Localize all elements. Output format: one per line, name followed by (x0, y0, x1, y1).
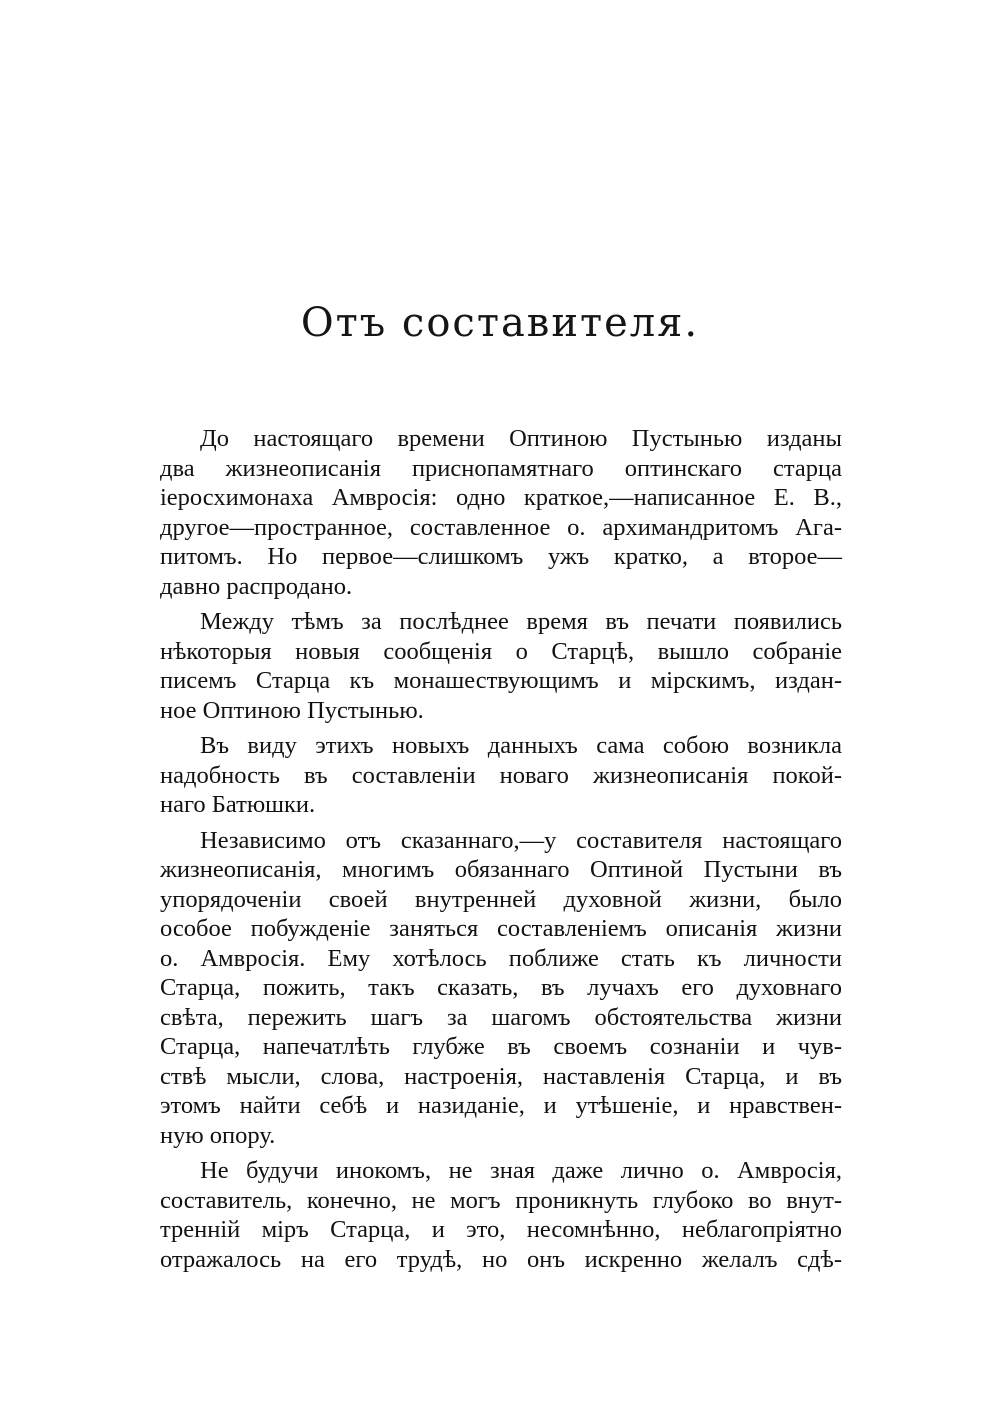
text-line: До настоящаго времени Оптиною Пустынью изданы (200, 425, 842, 452)
text-line: упорядоченіи своей внутренней духовной жизни, было (160, 885, 842, 913)
text-line: отражалось на его трудѣ, но онъ искренно желалъ сдѣ- (160, 1245, 842, 1273)
text-line: Между тѣмъ за послѣднее время въ печати появились (200, 608, 842, 635)
text-line: этомъ найти себѣ и назиданіе, и утѣшеніе, и нравствен- (160, 1092, 842, 1119)
text-line: составитель, конечно, не могъ проникнуть глубоко во внут- (160, 1186, 842, 1214)
text-line: Старца, напечатлѣть глубже въ своемъ сознаніи и чув- (160, 1033, 842, 1060)
text-line: писемъ Старца къ монашествующимъ и мірскимъ, издан- (160, 667, 842, 694)
paragraph (160, 607, 842, 725)
text-line: Старца, пожить, такъ сказать, въ лучахъ его духовнаго (160, 974, 842, 1001)
paragraph (160, 731, 842, 820)
text-line: нѣкоторыя новыя сообщенія о Старцѣ, вышло собраніе (160, 637, 842, 665)
text-line: свѣта, пережить шагъ за шагомъ обстоятельства жизни (160, 1003, 842, 1031)
text-line: давно распродано. (160, 572, 353, 600)
body-text (160, 424, 842, 1280)
text-line: ную опору. (160, 1121, 276, 1149)
text-line: іеросхимонаха Амвросія: одно краткое,—написанное Е. В., (160, 484, 842, 511)
text-line: другое—пространное, составленное о. архимандритомъ Ага- (160, 513, 842, 541)
text-line: Не будучи инокомъ, не зная даже лично о. Амвросія, (200, 1157, 842, 1184)
page-title: Отъ составителя. (300, 300, 700, 346)
text-line: о. Амвросія. Ему хотѣлось поближе стать къ личности (160, 944, 842, 972)
text-line: Въ виду этихъ новыхъ данныхъ сама собою возникла (200, 732, 842, 759)
text-line: ное Оптиною Пустынью. (160, 696, 424, 724)
text-line: два жизнеописанія приснопамятнаго оптинскаго старца (160, 454, 842, 482)
text-line: ствѣ мысли, слова, настроенія, наставленія Старца, и въ (160, 1062, 842, 1090)
text-line: надобность въ составленіи новаго жизнеописанія покой- (160, 761, 842, 789)
text-line: жизнеописанія, многимъ обязаннаго Оптиной Пустыни въ (160, 856, 842, 883)
paragraph (160, 826, 842, 1151)
paragraph (160, 424, 842, 601)
text-line: тренній міръ Старца, и это, несомнѣнно, неблагопріятно (160, 1216, 842, 1243)
text-line: наго Батюшки. (160, 791, 316, 818)
text-line: особое побужденіе заняться составленіемъ описанія жизни (160, 915, 842, 942)
text-line: Независимо отъ сказаннаго,—у составителя настоящаго (200, 826, 842, 854)
text-line: питомъ. Но первое—слишкомъ ужъ кратко, а второе— (160, 543, 842, 570)
paragraph (160, 1156, 842, 1274)
